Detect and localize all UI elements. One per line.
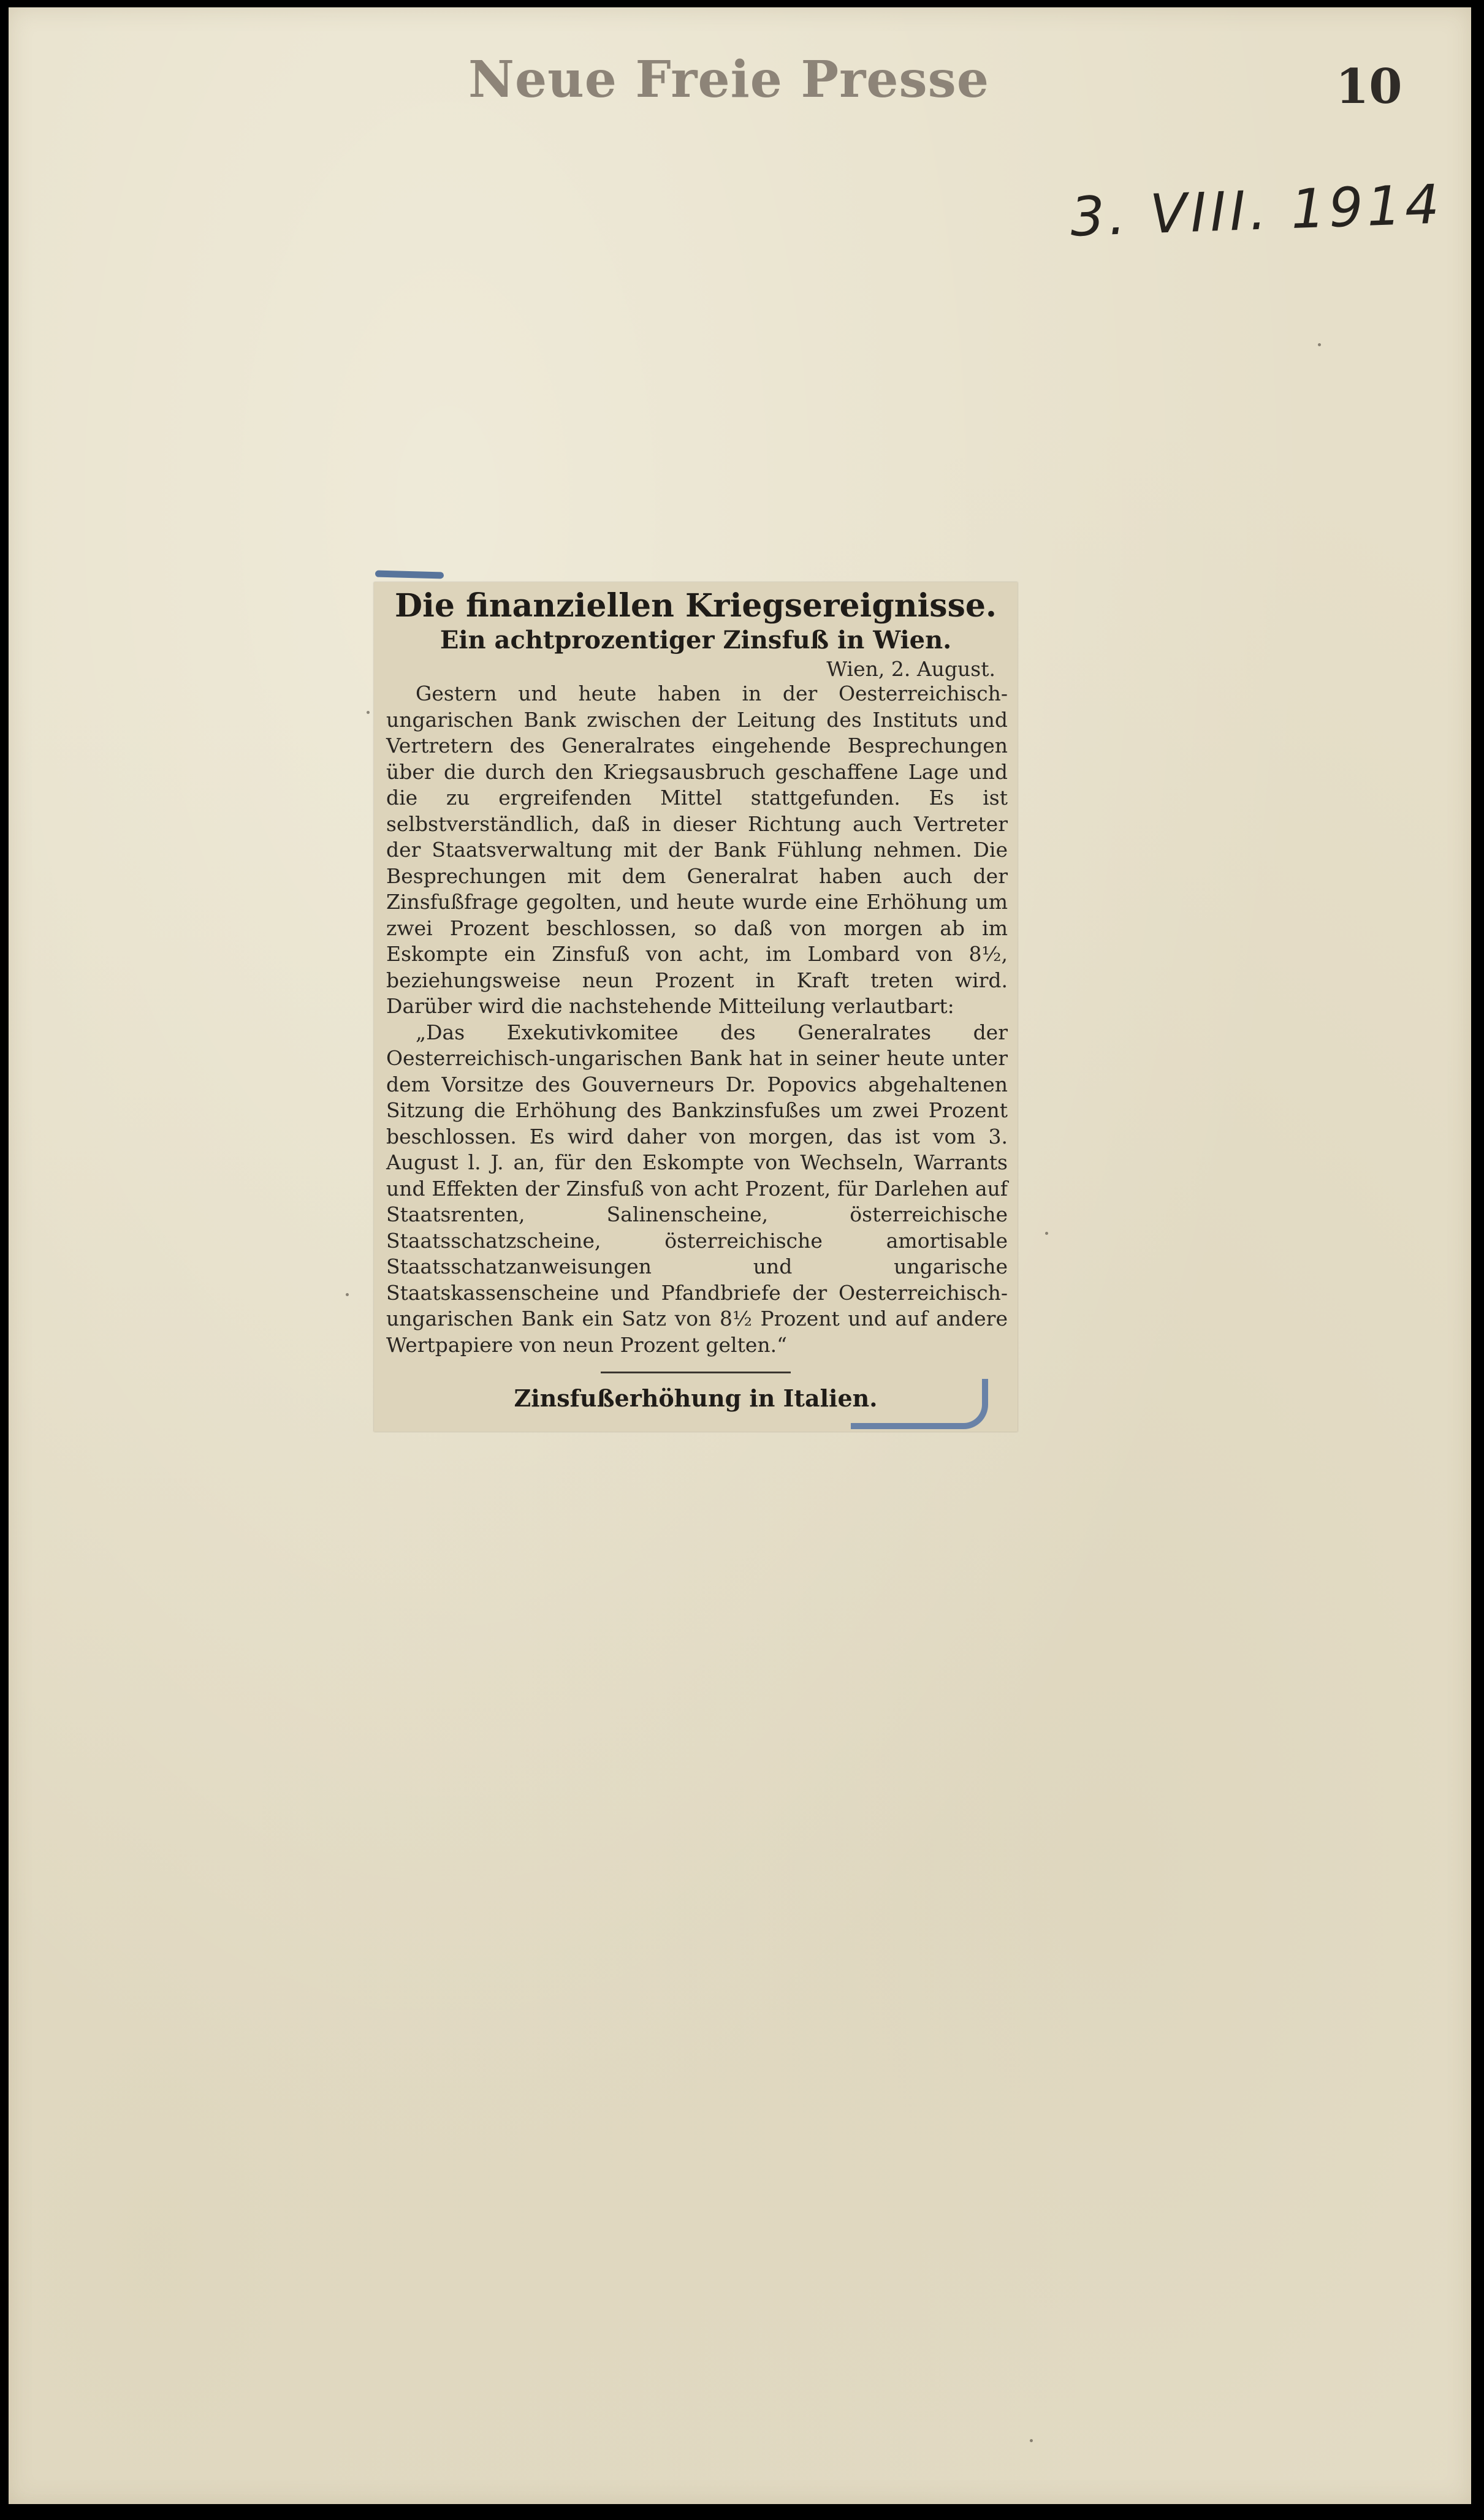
paper-speck — [1030, 2439, 1033, 2442]
separator-rule — [601, 1372, 791, 1373]
article-paragraph-1: Gestern und heute haben in der Oesterreichisch-ungarischen Bank zwischen der Leitung des Instituts und Vertretern des Generalrates eingehende Besprechungen über die durch den Kriegsausbruch geschaffene Lage und die zu ergreifenden Mittel stattgefunden. Es ist selbstverständlich, daß in dieser Richtung auch Vertreter der Staatsverwaltung mit der Bank Fühlung nehmen. Die Besprechungen mit dem Generalrat haben auch der Zinsfußfrage gegolten, und heute wurde eine Erhöhung um zwei Prozent beschlossen, so daß von morgen ab im Eskompte ein Zinsfuß von acht, im Lombard von 8½, beziehungsweise neun Prozent in Kraft treten wird. Darüber wird die nachstehende Mitteilung verlautbart: — [386, 681, 1008, 1018]
newspaper-title: Neue Freie Presse — [468, 50, 990, 109]
next-article-heading: Zinsfußerhöhung in Italien. — [514, 1384, 878, 1412]
article-title: Die finanziellen Kriegsereignisse. — [394, 587, 997, 624]
newspaper-clipping — [374, 582, 1018, 1432]
handwritten-date: 3. VIII. 1914 — [1069, 172, 1444, 249]
article-subtitle: Ein achtprozentiger Zinsfuß in Wien. — [439, 626, 952, 655]
article-paragraph-2: „Das Exekutivkomitee des Generalrates der Oesterreichisch-ungarischen Bank hat in seiner heute unter dem Vorsitze des Gouverneurs Dr. Popovics abgehaltenen Sitzung die Erhöhung des Bankzinsfußes um zwei Prozent beschlossen. Es wird daher von morgen, das ist vom 3. August l. J. an, für den Eskompte von Wechseln, Warrants und Effekten der Zinsfuß von acht Prozent, für Darlehen auf Staatsrenten, Salinenscheine, österreichische Staatsschatzscheine, österreichische amortisable Staatsschatzanweisungen und ungarische Staatskassenscheine und Pfandbriefe der Oesterreichisch-ungarischen Bank ein Satz von 8½ Prozent und auf andere Wertpapiere von neun Prozent gelten.“ — [386, 1020, 1008, 1357]
clipping-content — [374, 582, 1018, 1412]
paper-speck — [346, 1293, 349, 1296]
page-number: 10 — [1336, 59, 1402, 115]
paper-speck — [367, 711, 370, 714]
paper-speck — [1045, 1232, 1048, 1235]
paper-speck — [1318, 343, 1321, 346]
article-dateline: Wien, 2. August. — [826, 657, 995, 681]
blue-pencil-mark-bottom — [851, 1379, 988, 1429]
